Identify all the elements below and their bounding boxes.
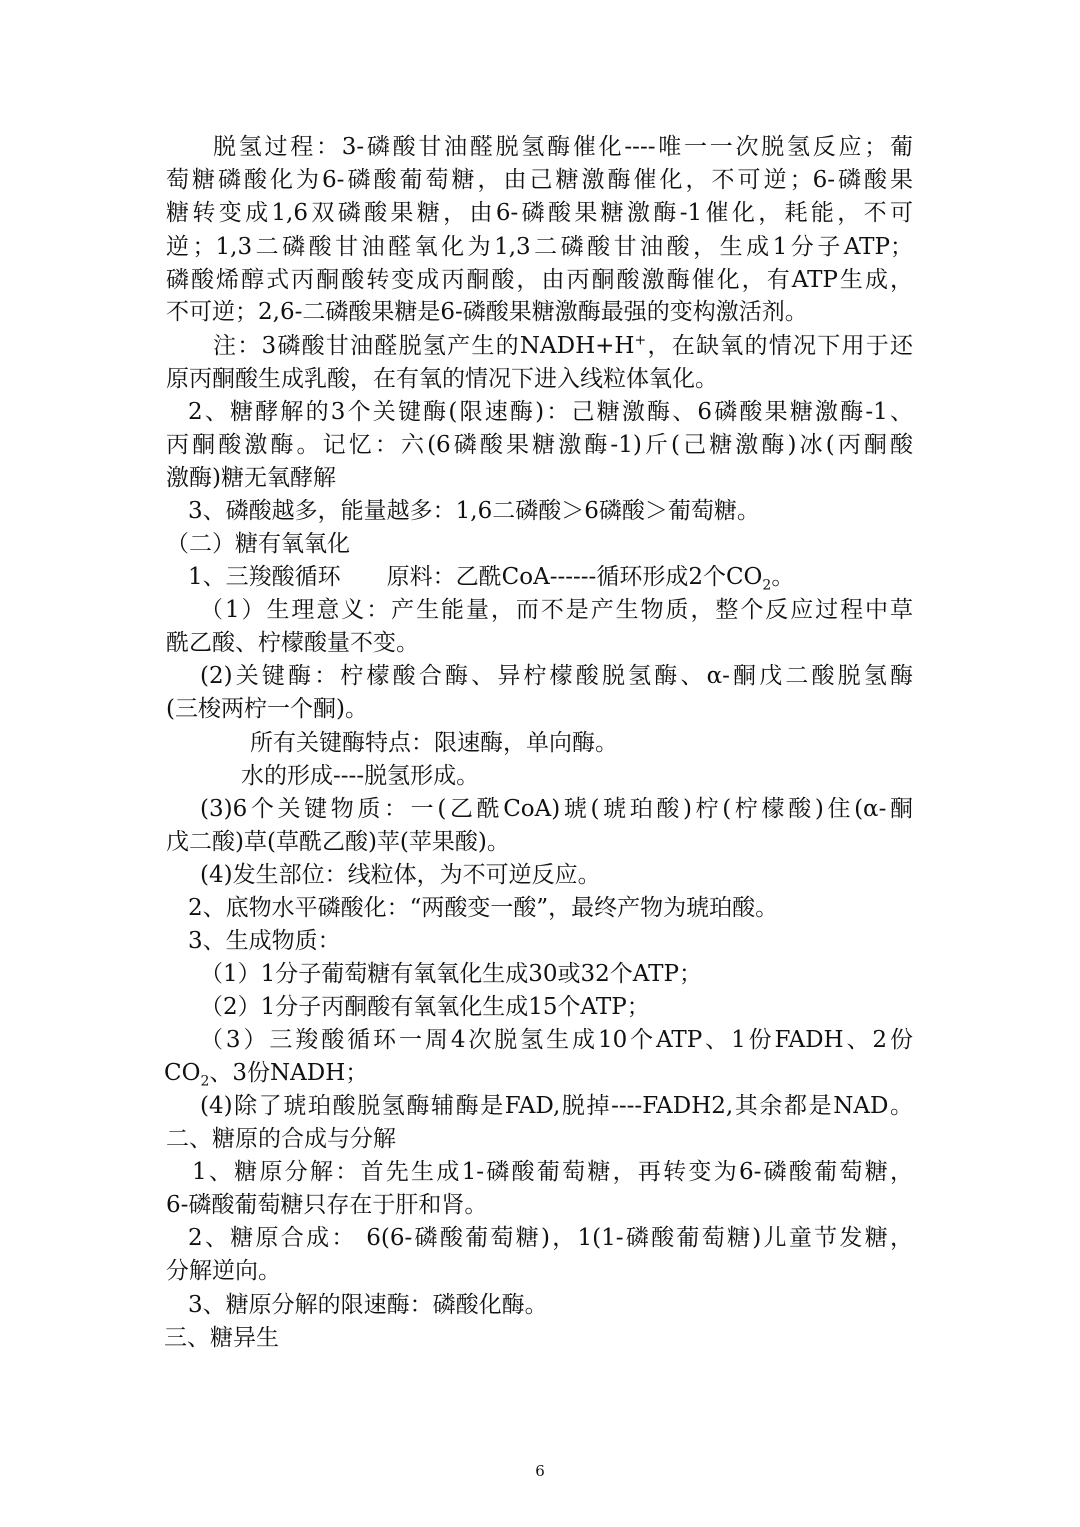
section-heading: 二、糖原的合成与分解 bbox=[166, 1126, 396, 1152]
text-segment: 1、三羧酸循环 原料：乙酰CoA------循环形成2个CO bbox=[188, 564, 763, 590]
text-line: 3、生成物质： bbox=[188, 928, 341, 954]
text-line: 原丙酮酸生成乳酸，在有氧的情况下进入线粒体氧化。 bbox=[166, 366, 718, 392]
text-line: （3）三羧酸循环一周4次脱氢生成10个ATP、1份FADH、2份 bbox=[200, 1027, 913, 1053]
section-heading: 三、糖异生 bbox=[164, 1325, 279, 1351]
text-segment: CO bbox=[164, 1060, 201, 1086]
text-line bbox=[164, 1058, 368, 1089]
text-line: 丙酮酸激酶。记忆：六(6磷酸果糖激酶-1)斤(己糖激酶)冰(丙酮酸 bbox=[166, 432, 913, 458]
text-line: 2、底物水平磷酸化：“两酸变一酸”，最终产物为琥珀酸。 bbox=[188, 895, 779, 921]
text-line: 不可逆；2,6-二磷酸果糖是6-磷酸果糖激酶最强的变构激活剂。 bbox=[166, 299, 808, 325]
text-segment: ，在缺氧的情况下用于还 bbox=[646, 333, 913, 359]
text-line: （1）生理意义：产生能量，而不是产生物质，整个反应过程中草 bbox=[200, 597, 913, 623]
text-line: (4)发生部位：线粒体，为不可逆反应。 bbox=[200, 862, 601, 888]
text-line: 所有关键酶特点：限速酶，单向酶。 bbox=[250, 730, 618, 756]
text-line: 3、磷酸越多，能量越多：1,6二磷酸＞6磷酸＞葡萄糖。 bbox=[188, 498, 760, 524]
text-line: （2）1分子丙酮酸有氧氧化生成15个ATP； bbox=[200, 994, 650, 1020]
text-line: 戊二酸)草(草酰乙酸)苹(苹果酸)。 bbox=[166, 829, 510, 855]
text-line: 激酶)糖无氧酵解 bbox=[166, 465, 336, 491]
text-line: 2、糖酵解的3个关键酶(限速酶)：己糖激酶、6磷酸果糖激酶-1、 bbox=[188, 399, 913, 425]
text-line: 1、糖原分解：首先生成1-磷酸葡萄糖，再转变为6-磷酸葡萄糖， bbox=[192, 1159, 913, 1185]
text-line: (3)6个关键物质：一(乙酰CoA)琥(琥珀酸)柠(柠檬酸)住(α-酮 bbox=[200, 796, 913, 822]
text-line: 水的形成----脱氢形成。 bbox=[241, 763, 480, 789]
text-line: 逆；1,3二磷酸甘油醛氧化为1,3二磷酸甘油酸，生成1分子ATP； bbox=[166, 234, 913, 260]
text-line: 酰乙酸、柠檬酸量不变。 bbox=[166, 630, 419, 656]
text-line: (4)除了琥珀酸脱氢酶辅酶是FAD,脱掉----FADH2,其余都是NAD。 bbox=[200, 1093, 913, 1119]
text-line: (三梭两柠一个酮)。 bbox=[166, 696, 368, 722]
text-segment: 注：3磷酸甘油醛脱氢产生的NADH+H bbox=[213, 333, 635, 359]
subscript: 2 bbox=[200, 1073, 210, 1090]
text-line: 磷酸烯醇式丙酮酸转变成丙酮酸，由丙酮酸激酶催化，有ATP生成， bbox=[166, 267, 913, 293]
text-line: （1）1分子葡萄糖有氧氧化生成30或32个ATP； bbox=[200, 961, 702, 987]
text-line: 糖转变成1,6双磷酸果糖，由6-磷酸果糖激酶-1催化，耗能，不可 bbox=[166, 200, 913, 226]
text-line: (2)关键酶：柠檬酸合酶、异柠檬酸脱氢酶、α-酮戊二酸脱氢酶 bbox=[200, 663, 913, 689]
text-segment: 。 bbox=[771, 564, 795, 590]
text-line bbox=[213, 331, 913, 362]
text-line: 3、糖原分解的限速酶：磷酸化酶。 bbox=[188, 1292, 548, 1318]
text-line bbox=[188, 562, 794, 593]
text-segment: 、3份NADH； bbox=[209, 1060, 369, 1086]
text-line: 分解逆向。 bbox=[166, 1258, 281, 1284]
text-line: 脱氢过程：3-磷酸甘油醛脱氢酶催化----唯一一次脱氢反应；葡 bbox=[213, 134, 913, 160]
text-line: 6-磷酸葡萄糖只存在于肝和肾。 bbox=[166, 1192, 488, 1218]
section-heading: （二）糖有氧氧化 bbox=[166, 531, 350, 557]
page-number: 6 bbox=[535, 1462, 545, 1480]
text-line: 萄糖磷酸化为6-磷酸葡萄糖，由己糖激酶催化，不可逆；6-磷酸果 bbox=[166, 167, 913, 193]
superscript: + bbox=[634, 332, 647, 349]
subscript: 2 bbox=[762, 577, 772, 594]
text-line: 2、糖原合成： 6(6-磷酸葡萄糖)，1(1-磷酸葡萄糖)儿童节发糖， bbox=[188, 1225, 913, 1251]
